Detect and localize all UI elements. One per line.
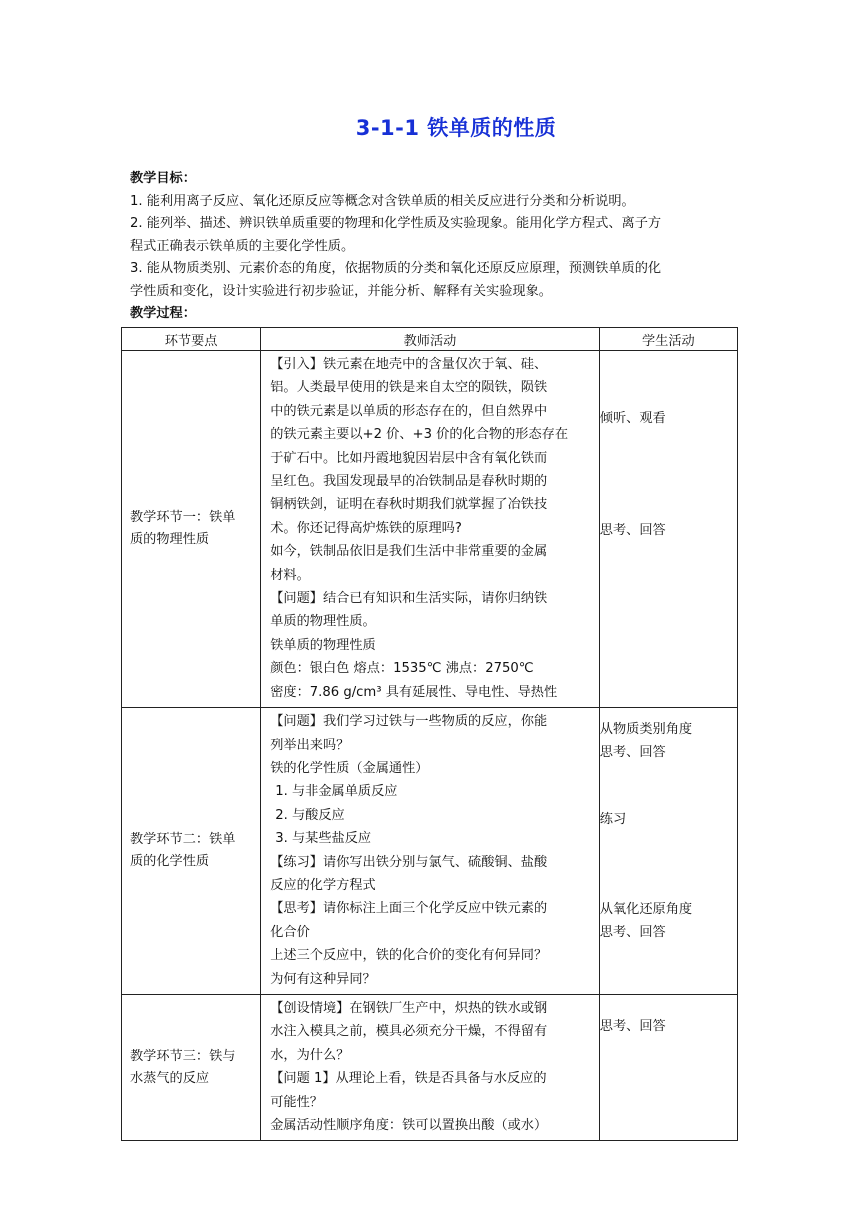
- teacher-text: 呈红色。我国发现最早的冶铁制品是春秋时期的: [270, 474, 548, 490]
- teacher-text: 【思考】请你标注上面三个化学反应中铁元素的: [270, 901, 548, 917]
- teacher-text: 【创设情境】在钢铁厂生产中，炽热的铁水或钢: [270, 1000, 548, 1016]
- teacher-text: 材料。: [270, 567, 310, 583]
- stage-cell: [122, 708, 261, 995]
- teacher-text: 水注入模具之前，模具必须充分干燥，不得留有: [270, 1024, 548, 1040]
- teacher-text: 2. 与酸反应: [275, 807, 345, 823]
- header-student: 学生活动: [599, 328, 737, 351]
- stage-text: 水蒸气的反应: [130, 1070, 210, 1086]
- stage-text: 教学环节三：铁与: [130, 1048, 236, 1064]
- header-teacher: 教师活动: [261, 328, 600, 351]
- teacher-text: 【引入】铁元素在地壳中的含量仅次于氧、硅、: [270, 357, 548, 372]
- table-row: [122, 708, 738, 995]
- student-text: 思考、回答: [599, 1018, 666, 1034]
- stage-text: 质的物理性质: [130, 532, 210, 548]
- teacher-text: 中的铁元素是以单质的形态存在的，但自然界中: [270, 403, 548, 419]
- header-stage: 环节要点: [122, 328, 261, 351]
- teacher-text: 可能性？: [270, 1094, 323, 1110]
- table-row: [122, 351, 738, 708]
- teacher-text: 反应的化学方程式: [270, 877, 376, 893]
- stage-text: 教学环节二：铁单: [130, 832, 236, 848]
- goal-line: 程式正确表示铁单质的主要化学性质。: [130, 238, 355, 254]
- teacher-text: 上述三个反应中，铁的化合价的变化有何异同？: [270, 948, 548, 964]
- table-row: [122, 994, 738, 1140]
- process-heading: 教学过程：: [130, 306, 196, 321]
- teaching-goals: [130, 168, 740, 326]
- student-text: 思考、回答: [599, 925, 666, 941]
- teacher-text: 密度：7.86 g/cm³ 具有延展性、导电性、导热性: [270, 684, 558, 700]
- student-cell: [599, 708, 737, 995]
- document-title: 3-1-1 铁单质的性质: [355, 116, 557, 140]
- teaching-process-table: [121, 327, 738, 1141]
- teacher-text: 铁单质的物理性质: [270, 637, 376, 653]
- student-text: 从氧化还原角度: [599, 902, 693, 918]
- student-text: 从物质类别角度: [599, 722, 693, 738]
- teacher-text: 铝。人类最早使用的铁是来自太空的陨铁，陨铁: [270, 380, 548, 396]
- goal-line: 1. 能利用离子反应、氧化还原反应等概念对含铁单质的相关反应进行分类和分析说明。: [130, 193, 635, 209]
- teacher-text: 化合价: [270, 924, 310, 940]
- teacher-text: 于矿石中。比如丹霞地貌因岩层中含有氧化铁而: [270, 450, 548, 466]
- student-cell: [599, 351, 737, 708]
- teacher-text: 【练习】请你写出铁分别与氯气、硫酸铜、盐酸: [270, 854, 548, 870]
- stage-cell: [122, 351, 261, 708]
- teacher-text: 为何有这种异同？: [270, 971, 376, 987]
- teacher-text: 颜色：银白色 熔点：1535℃ 沸点：2750℃: [270, 661, 534, 677]
- teacher-text: 水，为什么？: [270, 1047, 350, 1063]
- teacher-text: 铁的化学性质（金属通性）: [270, 760, 429, 776]
- teacher-text: 【问题】结合已有知识和生活实际，请你归纳铁: [270, 591, 548, 607]
- teacher-text: 的铁元素主要以+2 价、+3 价的化合物的形态存在: [270, 427, 569, 443]
- teacher-text: 1. 与非金属单质反应: [275, 784, 398, 800]
- student-text: 思考、回答: [599, 745, 666, 761]
- goal-line: 学性质和变化，设计实验进行初步验证，并能分析、解释有关实验现象。: [130, 283, 552, 299]
- teacher-text: 列举出来吗？: [270, 737, 350, 753]
- teacher-cell: [261, 994, 600, 1140]
- stage-cell: [122, 994, 261, 1140]
- table-header-row: [122, 328, 738, 351]
- teacher-text: 铜柄铁剑，证明在春秋时期我们就掌握了冶铁技: [270, 497, 548, 513]
- goals-heading: 教学目标：: [130, 171, 196, 186]
- goal-line: 3. 能从物质类别、元素价态的角度，依据物质的分类和氧化还原反应原理，预测铁单质的化: [130, 261, 662, 276]
- stage-text: 质的化学性质: [130, 854, 210, 870]
- teacher-text: 单质的物理性质。: [270, 614, 376, 630]
- teacher-text: 如今，铁制品依旧是我们生活中非常重要的金属: [270, 544, 548, 560]
- teacher-text: 【问题 1】从理论上看，铁是否具备与水反应的: [270, 1071, 547, 1087]
- teacher-cell: [261, 351, 600, 708]
- student-text: 思考、回答: [599, 523, 666, 538]
- goal-line: 2. 能列举、描述、辨识铁单质重要的物理和化学性质及实验现象。能用化学方程式、离子方: [130, 216, 662, 231]
- teacher-text: 【问题】我们学习过铁与一些物质的反应，你能: [270, 714, 548, 730]
- student-text: 练习: [599, 812, 627, 828]
- student-cell: [599, 994, 737, 1140]
- teacher-text: 3. 与某些盐反应: [275, 831, 372, 847]
- teacher-cell: [261, 708, 600, 995]
- stage-text: 教学环节一：铁单: [130, 510, 236, 526]
- student-text: 倾听、观看: [599, 411, 666, 426]
- teacher-text: 金属活动性顺序角度：铁可以置换出酸（或水）: [270, 1118, 548, 1133]
- teacher-text: 术。你还记得高炉炼铁的原理吗?: [270, 520, 462, 536]
